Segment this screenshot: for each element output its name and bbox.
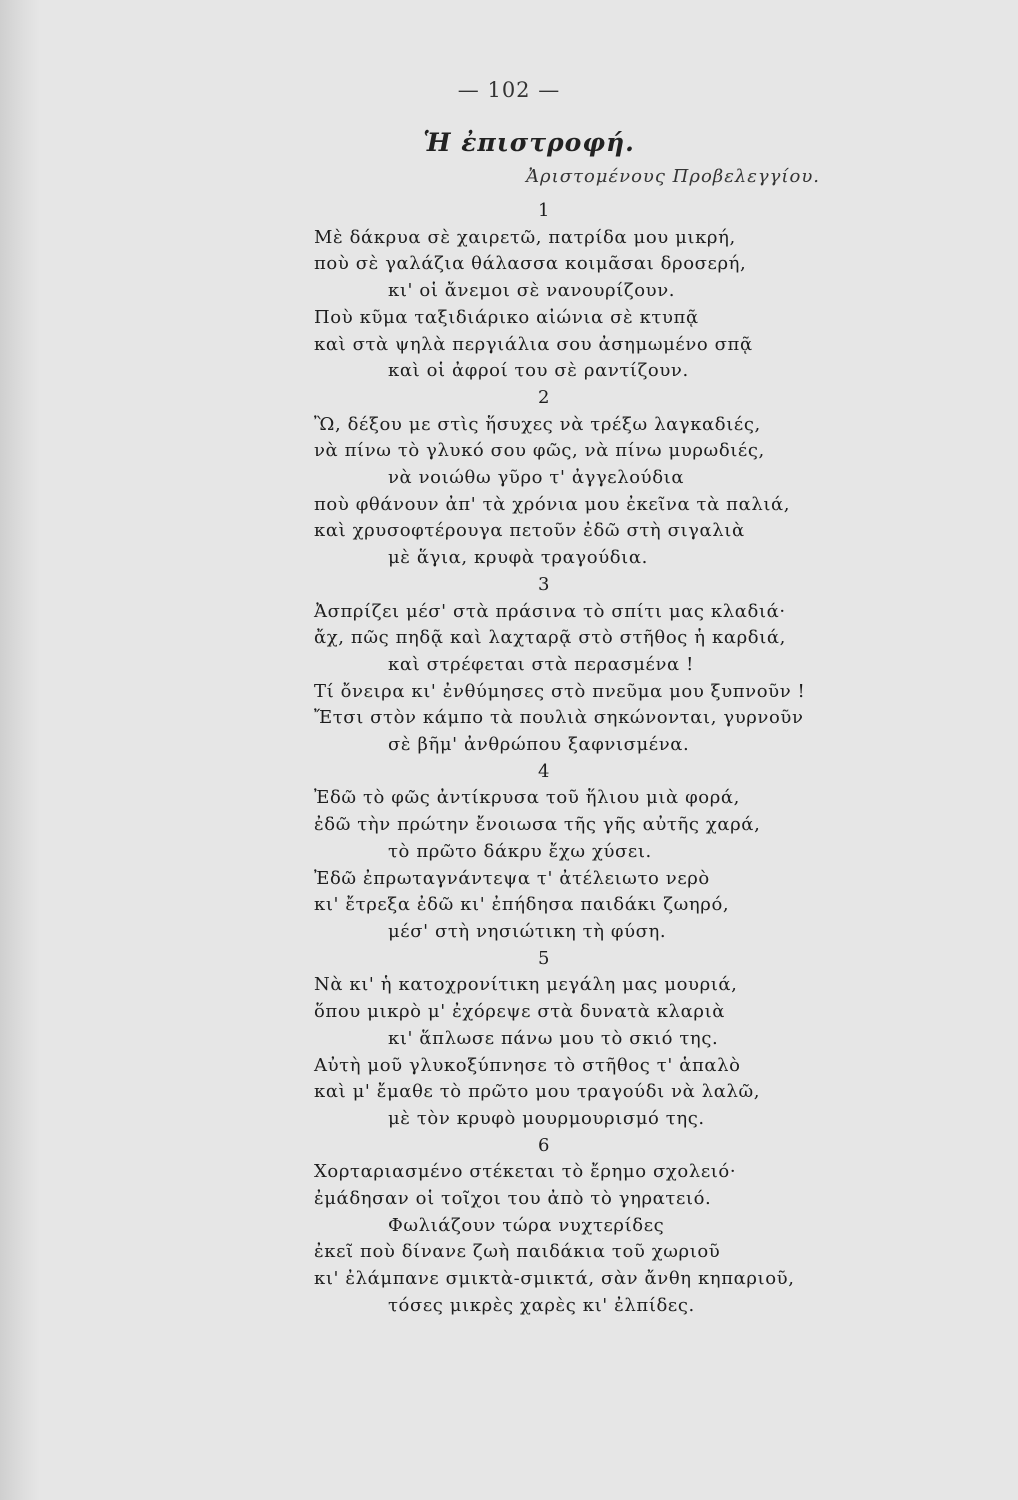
- poem-line: κι' οἱ ἄνεμοι σὲ νανουρίζουν.: [388, 280, 676, 302]
- poem-line: κι' ἅπλωσε πάνω μου τὸ σκιό της.: [388, 1027, 719, 1049]
- poem-line: Αὐτὴ μοῦ γλυκοξύπνησε τὸ στῆθος τ' ἁπαλὸ: [314, 1054, 741, 1076]
- poem-title: Ἡ ἐπιστροφή.: [423, 128, 635, 157]
- poem-line: κι' ἔτρεξα ἐδῶ κι' ἐπήδησα παιδάκι ζωηρό,: [314, 894, 730, 916]
- poem-line: σὲ βῆμ' ἀνθρώπου ξαφνισμένα.: [388, 734, 690, 756]
- poem-line: ποὺ σὲ γαλάζια θάλασσα κοιμᾶσαι δροσερή,: [314, 253, 747, 275]
- poem-line: Ἐδῶ τὸ φῶς ἀντίκρυσα τοῦ ἥλιου μιὰ φορά,: [314, 787, 740, 809]
- poem-line: καὶ οἱ ἀφροί του σὲ ραντίζουν.: [388, 360, 689, 382]
- stanza: [314, 198, 814, 385]
- stanza-number: 4: [537, 760, 551, 782]
- page-number: — 102 —: [457, 78, 561, 102]
- poem-line: Φωλιάζουν τώρα νυχτερίδες: [388, 1214, 665, 1236]
- stanza: [314, 1133, 814, 1320]
- poem-line: Τί ὄνειρα κι' ἐνθύμησες στὸ πνεῦμα μου ξυπνοῦν !: [314, 680, 806, 702]
- poem-line: καὶ στρέφεται στὰ περασμένα !: [388, 653, 694, 675]
- stanza: [314, 759, 814, 946]
- stanza-number: 1: [537, 200, 551, 221]
- poem-line: ἐμάδησαν οἱ τοῖχοι του ἀπὸ τὸ γηρατειό.: [314, 1188, 712, 1210]
- poem-line: Νὰ κι' ἡ κατοχρονίτικη μεγάλη μας μουριά,: [314, 974, 738, 996]
- poem-line: Ἔτσι στὸν κάμπο τὰ πουλιὰ σηκώνονται, γυρνοῦν: [314, 707, 804, 729]
- poem-author: Ἀριστομένους Προβελεγγίου.: [526, 166, 820, 187]
- poem-line: ποὺ φθάνουν ἀπ' τὰ χρόνια μου ἐκεῖνα τὰ παλιά,: [314, 493, 791, 515]
- poem-line: μὲ ἅγια, κρυφὰ τραγούδια.: [388, 547, 648, 569]
- stanza-number: 6: [537, 1134, 551, 1156]
- poem-line: ὅπου μικρὸ μ' ἐχόρεψε στὰ δυνατὰ κλαριὰ: [314, 1001, 725, 1023]
- poem-line: Μὲ δάκρυα σὲ χαιρετῶ, πατρίδα μου μικρή,: [314, 226, 736, 248]
- poem-line: καὶ χρυσοφτέρουγα πετοῦν ἐδῶ στὴ σιγαλιὰ: [314, 520, 745, 542]
- page-edge-shadow: [0, 0, 40, 1500]
- poem-line: Ἐδῶ ἐπρωταγνάντεψα τ' ἀτέλειωτο νερὸ: [314, 867, 710, 889]
- stanza-number: 2: [537, 386, 551, 408]
- poem-line: μέσ' στὴ νησιώτικη τὴ φύση.: [388, 920, 667, 942]
- poem-body: [314, 198, 814, 1320]
- poem-line: τὸ πρῶτο δάκρυ ἔχω χύσει.: [388, 840, 652, 862]
- poem-line: ἐδῶ τὴν πρώτην ἔνοιωσα τῆς γῆς αὐτῆς χαρά,: [314, 814, 761, 836]
- poem-line: ἄχ, πῶς πηδᾷ καὶ λαχταρᾷ στὸ στῆθος ἡ καρδιά,: [314, 627, 786, 649]
- poem-line: μὲ τὸν κρυφὸ μουρμουρισμό της.: [388, 1107, 705, 1129]
- poem-line: νὰ πίνω τὸ γλυκό σου φῶς, νὰ πίνω μυρωδιές,: [314, 440, 765, 462]
- poem-line: τόσες μικρὲς χαρὲς κι' ἐλπίδες.: [388, 1294, 695, 1316]
- poem-line: καὶ στὰ ψηλὰ περγιάλια σου ἀσημωμένο σπᾷ: [314, 333, 753, 355]
- poem-line: ἐκεῖ ποὺ δίνανε ζωὴ παιδάκια τοῦ χωριοῦ: [314, 1241, 721, 1263]
- stanza: [314, 385, 814, 572]
- poem-line: Ἀσπρίζει μέσ' στὰ πράσινα τὸ σπίτι μας κλαδιά·: [314, 600, 786, 622]
- stanza: [314, 946, 814, 1133]
- poem-line: καὶ μ' ἔμαθε τὸ πρῶτο μου τραγούδι νὰ λαλῶ,: [314, 1081, 761, 1103]
- stanza: [314, 572, 814, 759]
- poem-line: νὰ νοιώθω γῦρο τ' ἀγγελούδια: [388, 467, 685, 489]
- stanza-number: 5: [537, 947, 551, 969]
- poem-line: κι' ἐλάμπανε σμικτὰ-σμικτά, σὰν ἄνθη κηπαριοῦ,: [314, 1268, 795, 1290]
- stanza-number: 3: [537, 573, 551, 595]
- poem-line: Χορταριασμένο στέκεται τὸ ἔρημο σχολειό·: [314, 1161, 737, 1183]
- poem-line: Ὢ, δέξου με στὶς ἥσυχες νὰ τρέξω λαγκαδιές,: [314, 413, 761, 435]
- poem-line: Ποὺ κῦμα ταξιδιάρικο αἰώνια σὲ κτυπᾷ: [314, 306, 699, 328]
